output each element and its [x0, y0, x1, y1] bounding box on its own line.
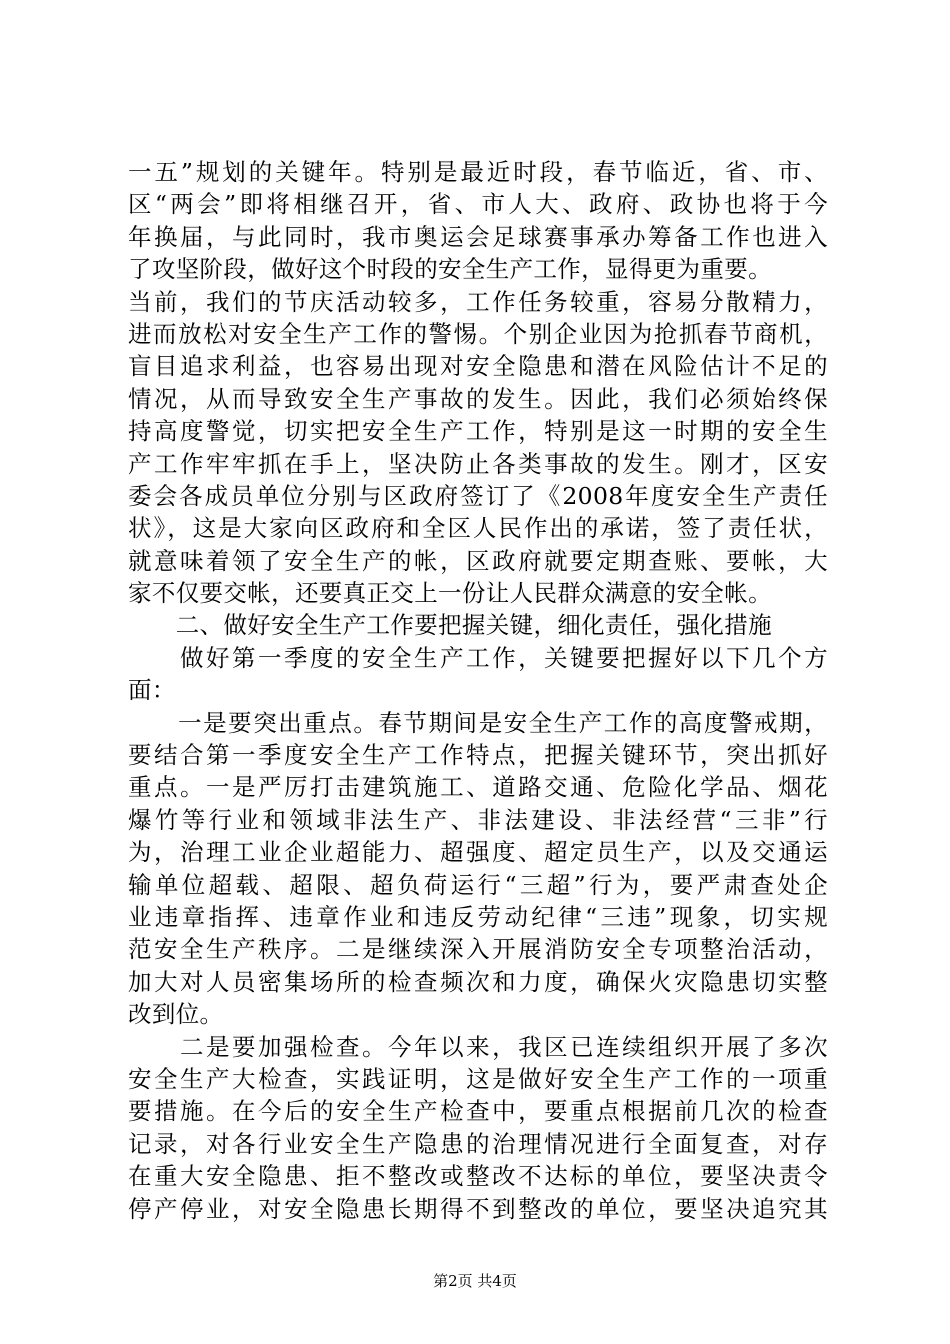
text-line: 范安全生产秩序。二是继续深入开展消防安全专项整治活动， — [128, 935, 828, 964]
text-line: 一是要突出重点。春节期间是安全生产工作的高度警戒期， — [128, 708, 828, 737]
text-line: 了攻坚阶段，做好这个时段的安全生产工作，显得更为重要。 — [128, 255, 772, 284]
text-line: 输单位超载、超限、超负荷运行“三超”行为，要严肃查处企 — [128, 870, 828, 899]
text-line: 为，治理工业企业超能力、超强度、超定员生产，以及交通运 — [128, 838, 828, 867]
body-text — [128, 156, 828, 1225]
section-heading: 二、做好安全生产工作要把握关键，细化责任，强化措施 — [128, 611, 772, 640]
text-line: 要措施。在今后的安全生产检查中，要重点根据前几次的检查 — [128, 1097, 828, 1126]
page-number-footer: 第2页 共4页 — [433, 1272, 517, 1290]
text-line: 区“两会”即将相继召开，省、市人大、政府、政协也将于今 — [128, 190, 828, 219]
text-line: 在重大安全隐患、拒不整改或整改不达标的单位，要坚决责令 — [128, 1162, 828, 1191]
text-line: 停产停业，对安全隐患长期得不到整改的单位，要坚决追究其 — [128, 1194, 828, 1223]
text-line: 重点。一是严厉打击建筑施工、道路交通、危险化学品、烟花 — [128, 773, 828, 802]
text-line: 二是要加强检查。今年以来，我区已连续组织开展了多次 — [128, 1032, 828, 1061]
text-line: 委会各成员单位分别与区政府签订了《2008年度安全生产责任 — [128, 481, 828, 510]
text-line: 业违章指挥、违章作业和违反劳动纪律“三违”现象，切实规 — [128, 902, 828, 931]
text-line: 记录，对各行业安全生产隐患的治理情况进行全面复查，对存 — [128, 1129, 828, 1158]
text-line: 做好第一季度的安全生产工作，关键要把握好以下几个方 — [128, 643, 828, 672]
text-line: 当前，我们的节庆活动较多，工作任务较重，容易分散精力， — [128, 287, 828, 316]
text-line: 安全生产大检查，实践证明，这是做好安全生产工作的一项重 — [128, 1064, 828, 1093]
text-line: 进而放松对安全生产工作的警惕。个别企业因为抢抓春节商机， — [128, 319, 828, 348]
text-line: 年换届，与此同时，我市奥运会足球赛事承办筹备工作也进入 — [128, 222, 828, 251]
text-line: 改到位。 — [128, 1000, 224, 1029]
text-line: 要结合第一季度安全生产工作特点，把握关键环节，突出抓好 — [128, 741, 828, 770]
text-line: 产工作牢牢抓在手上，坚决防止各类事故的发生。刚才，区安 — [128, 449, 828, 478]
text-line: 状》，这是大家向区政府和全区人民作出的承诺，签了责任状， — [128, 514, 828, 543]
text-line: 情况，从而导致安全生产事故的发生。因此，我们必须始终保 — [128, 384, 828, 413]
text-line: 盲目追求利益，也容易出现对安全隐患和潜在风险估计不足的 — [128, 352, 828, 381]
text-line: 持高度警觉，切实把安全生产工作，特别是这一时期的安全生 — [128, 417, 828, 446]
text-line: 加大对人员密集场所的检查频次和力度，确保火灾隐患切实整 — [128, 967, 828, 996]
text-line: 就意味着领了安全生产的帐，区政府就要定期查账、要帐，大 — [128, 546, 828, 575]
text-line: 面： — [128, 676, 176, 705]
text-line: 爆竹等行业和领域非法生产、非法建设、非法经营“三非”行 — [128, 805, 828, 834]
text-line: 一五”规划的关键年。特别是最近时段，春节临近，省、市、 — [128, 158, 828, 186]
text-line: 家不仅要交帐，还要真正交上一份让人民群众满意的安全帐。 — [128, 579, 772, 608]
